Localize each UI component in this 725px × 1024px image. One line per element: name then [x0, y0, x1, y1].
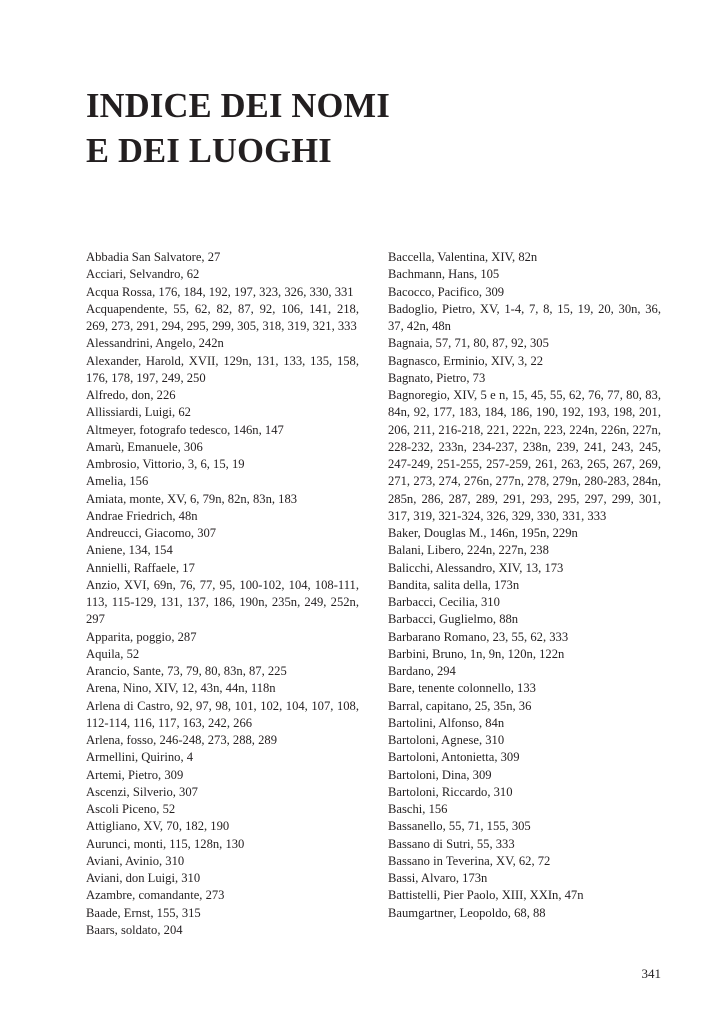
index-column-right — [388, 249, 661, 922]
index-entry: Barbarano Romano, 23, 55, 62, 333 — [388, 629, 569, 644]
index-entry: Badoglio, Pietro, XV, 1-4, 7, 8, 15, 19, 20, 30n, 36, 37, 42n, 48n — [388, 301, 661, 333]
index-entry: Acquapendente, 55, 62, 82, 87, 92, 106, 141, 218, 269, 273, 291, 294, 295, 299, 305, 318, 319, 321, 333 — [86, 301, 359, 333]
index-entry: Annielli, Raffaele, 17 — [86, 560, 195, 575]
index-entry: Bagnoregio, XIV, 5 e n, 15, 45, 55, 62, 76, 77, 80, 83, 84n, 92, 177, 183, 184, 186, 190, 192, 193, 198, 201, 206, 211, 216-218, 221, 222n, 223, 224n, 226n, 227n, 228-232, 233n, 234-237, 238n, 239, 241, 243, 245, 247-249, 251-255, 257-259, 261, 263, 265, 267, 269, 271, 273, 274, 276n, 277n, 278, 279n, 280-283, 284n, 285n, 286, 287, 289, 291, 293, 295, 297, 299, 301, 317, 319, 321-324, 326, 329, 330, 331, 333 — [388, 388, 661, 523]
index-entry: Baumgartner, Leopoldo, 68, 88 — [388, 905, 546, 920]
index-entry: Baade, Ernst, 155, 315 — [86, 905, 201, 920]
index-entry: Bagnato, Pietro, 73 — [388, 370, 486, 385]
index-entry: Aviani, Avinio, 310 — [86, 853, 185, 868]
index-entry: Aquila, 52 — [86, 646, 140, 661]
index-entry: Armellini, Quirino, 4 — [86, 750, 194, 765]
index-entry: Arena, Nino, XIV, 12, 43n, 44n, 118n — [86, 681, 276, 696]
index-entry: Bachmann, Hans, 105 — [388, 267, 500, 282]
index-entry: Bassi, Alvaro, 173n — [388, 871, 488, 885]
index-entry: Barral, capitano, 25, 35n, 36 — [388, 698, 532, 713]
page-number: 341 — [641, 966, 661, 981]
index-entry: Acqua Rossa, 176, 184, 192, 197, 323, 326, 330, 331 — [86, 284, 354, 299]
index-entry: Arancio, Sante, 73, 79, 80, 83n, 87, 225 — [86, 664, 287, 678]
index-entry: Bassano in Teverina, XV, 62, 72 — [388, 853, 551, 868]
index-entry: Bagnasco, Erminio, XIV, 3, 22 — [388, 353, 544, 368]
index-entry: Bacocco, Pacifico, 309 — [388, 284, 505, 299]
index-entry: Bartolini, Alfonso, 84n — [388, 715, 505, 730]
index-entry: Baschi, 156 — [388, 802, 448, 816]
index-entry: Bare, tenente colonnello, 133 — [388, 681, 536, 696]
index-entry: Baccella, Valentina, XIV, 82n — [388, 250, 538, 264]
index-entry: Bartoloni, Agnese, 310 — [388, 733, 505, 747]
index-entry: Andreucci, Giacomo, 307 — [86, 526, 217, 540]
index-entry: Amiata, monte, XV, 6, 79n, 82n, 83n, 183 — [86, 491, 298, 506]
index-entry: Balicchi, Alessandro, XIV, 13, 173 — [388, 560, 564, 575]
index-entry: Abbadia San Salvatore, 27 — [86, 250, 221, 264]
index-entry: Artemi, Pietro, 309 — [86, 767, 184, 782]
index-entry: Barbacci, Cecilia, 310 — [388, 595, 500, 609]
index-entry: Ascoli Piceno, 52 — [86, 802, 176, 816]
index-entry: Aniene, 134, 154 — [86, 543, 173, 558]
index-entry: Acciari, Selvandro, 62 — [86, 267, 200, 282]
index-entry: Arlena di Castro, 92, 97, 98, 101, 102, 104, 107, 108, 112-114, 116, 117, 163, 242, 266 — [86, 698, 359, 730]
index-entry: Arlena, fosso, 246-248, 273, 288, 289 — [86, 733, 277, 747]
index-entry: Ambrosio, Vittorio, 3, 6, 15, 19 — [86, 457, 245, 471]
page-title — [86, 84, 390, 174]
index-entry: Baker, Douglas M., 146n, 195n, 229n — [388, 526, 578, 540]
index-entry: Bardano, 294 — [388, 664, 456, 678]
index-entry: Bartoloni, Dina, 309 — [388, 767, 492, 782]
index-entry: Alexander, Harold, XVII, 129n, 131, 133, 135, 158, 176, 178, 197, 249, 250 — [86, 353, 359, 385]
index-entry: Balani, Libero, 224n, 227n, 238 — [388, 543, 549, 558]
index-entry: Attigliano, XV, 70, 182, 190 — [86, 819, 230, 834]
index-entry: Barbini, Bruno, 1n, 9n, 120n, 122n — [388, 646, 565, 661]
index-entry: Alessandrini, Angelo, 242n — [86, 336, 224, 351]
index-entry: Battistelli, Pier Paolo, XIII, XXIn, 47n — [388, 888, 584, 903]
index-entry: Ascenzi, Silverio, 307 — [86, 784, 198, 799]
title-line-1: INDICE DEI NOMI — [86, 87, 390, 125]
index-entry: Apparita, poggio, 287 — [86, 629, 197, 644]
index-entry: Andrae Friedrich, 48n — [86, 508, 198, 523]
index-entry: Azambre, comandante, 273 — [86, 888, 225, 903]
index-entry: Bartoloni, Antonietta, 309 — [388, 750, 520, 765]
index-entry: Allissiardi, Luigi, 62 — [86, 405, 191, 420]
index-entry: Bandita, salita della, 173n — [388, 577, 520, 592]
index-entry: Baars, soldato, 204 — [86, 922, 183, 937]
index-entry: Anzio, XVI, 69n, 76, 77, 95, 100-102, 104, 108-111, 113, 115-129, 131, 137, 186, 190n, 235n, 249, 252n, 297 — [86, 577, 359, 627]
index-entry: Bagnaia, 57, 71, 80, 87, 92, 305 — [388, 336, 549, 351]
index-entry: Amarù, Emanuele, 306 — [86, 439, 203, 454]
index-entry: Bassanello, 55, 71, 155, 305 — [388, 819, 531, 834]
index-entry: Alfredo, don, 226 — [86, 388, 176, 402]
index-entry: Altmeyer, fotografo tedesco, 146n, 147 — [86, 422, 284, 437]
title-line-2: E DEI LUOGHI — [86, 132, 332, 170]
index-entry: Barbacci, Guglielmo, 88n — [388, 612, 519, 627]
index-entry: Bassano di Sutri, 55, 333 — [388, 836, 515, 851]
index-column-left — [86, 249, 359, 939]
index-entry: Bartoloni, Riccardo, 310 — [388, 784, 513, 799]
index-entry: Amelia, 156 — [86, 474, 149, 489]
index-entry: Aviani, don Luigi, 310 — [86, 871, 201, 885]
index-entry: Aurunci, monti, 115, 128n, 130 — [86, 836, 245, 851]
